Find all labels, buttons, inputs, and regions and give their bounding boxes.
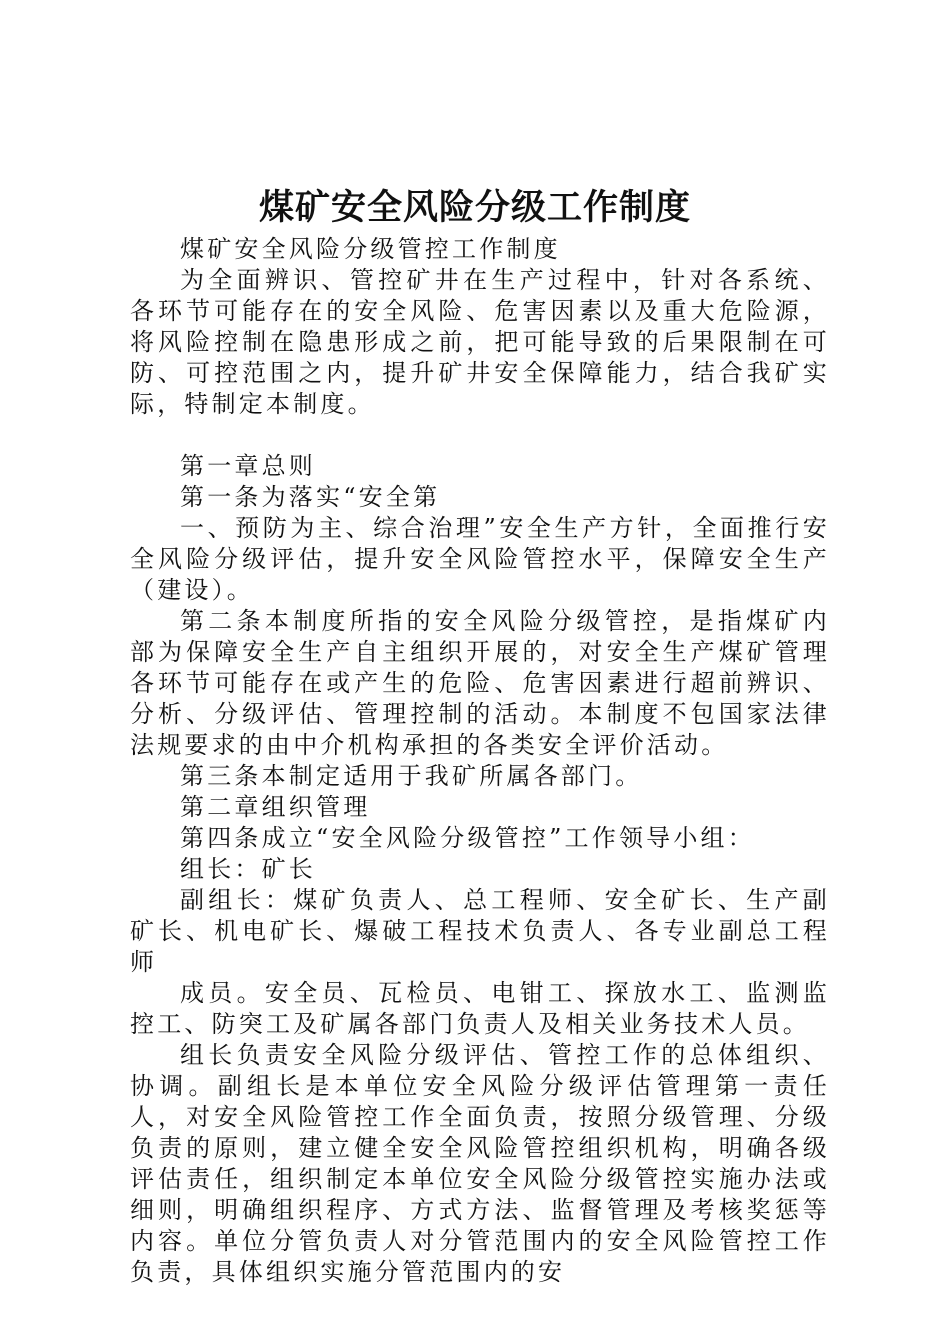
article-3: 第三条本制定适用于我矿所属各部门。 bbox=[180, 762, 643, 790]
article-1-continued: 一、预防为主、综合治理”安全生产方针，全面推行安全风险分级评估，提升安全风险管控水平，保障安全生产（建设）。 bbox=[130, 514, 830, 604]
document-body bbox=[130, 234, 830, 1288]
group-members: 成员。安全员、瓦检员、电钳工、探放水工、监测监控工、防突工及矿属各部门负责人及相关业务技术人员。 bbox=[130, 979, 830, 1038]
article-2: 第二条本制度所指的安全风险分级管控，是指煤矿内部为保障安全生产自主组织开展的，对安全生产煤矿管理各环节可能存在或产生的危险、危害因素进行超前辨识、分析、分级评估、管理控制的活动。本制度不包国家法律法规要求的由中介机构承担的各类安全评价活动。 bbox=[130, 607, 830, 759]
group-leader: 组长：矿长 bbox=[180, 855, 316, 883]
responsibilities: 组长负责安全风险分级评估、管控工作的总体组织、协调。副组长是本单位安全风险分级评估管理第一责任人，对安全风险管控工作全面负责，按照分级管理、分级负责的原则，建立健全安全风险管控组织机构，明确各级评估责任，组织制定本单位安全风险分级管控实施办法或细则，明确组织程序、方式方法、监督管理及考核奖惩等内容。单位分管负责人对分管范围内的安全风险管控工作负责，具体组织实施分管范围内的安 bbox=[130, 1041, 830, 1286]
document-title: 煤矿安全风险分级工作制度 bbox=[258, 187, 691, 228]
article-1: 第一条为落实“安全第 bbox=[180, 483, 441, 511]
deputy-leaders: 副组长：煤矿负责人、总工程师、安全矿长、生产副矿长、机电矿长、爆破工程技术负责人、各专业副总工程师 bbox=[130, 886, 830, 976]
paragraph-spacer bbox=[130, 420, 830, 451]
paragraph-subtitle: 煤矿安全风险分级管控工作制度 bbox=[180, 235, 561, 263]
chapter-heading-2: 第二章组织管理 bbox=[180, 793, 371, 821]
paragraph-purpose: 为全面辨识、管控矿井在生产过程中，针对各系统、各环节可能存在的安全风险、危害因素以及重大危险源，将风险控制在隐患形成之前，把可能导致的后果限制在可防、可控范围之内，提升矿井安全保障能力，结合我矿实际，特制定本制度。 bbox=[130, 266, 830, 418]
chapter-heading-1: 第一章总则 bbox=[180, 452, 316, 480]
article-4: 第四条成立“安全风险分级管控”工作领导小组： bbox=[180, 824, 755, 852]
